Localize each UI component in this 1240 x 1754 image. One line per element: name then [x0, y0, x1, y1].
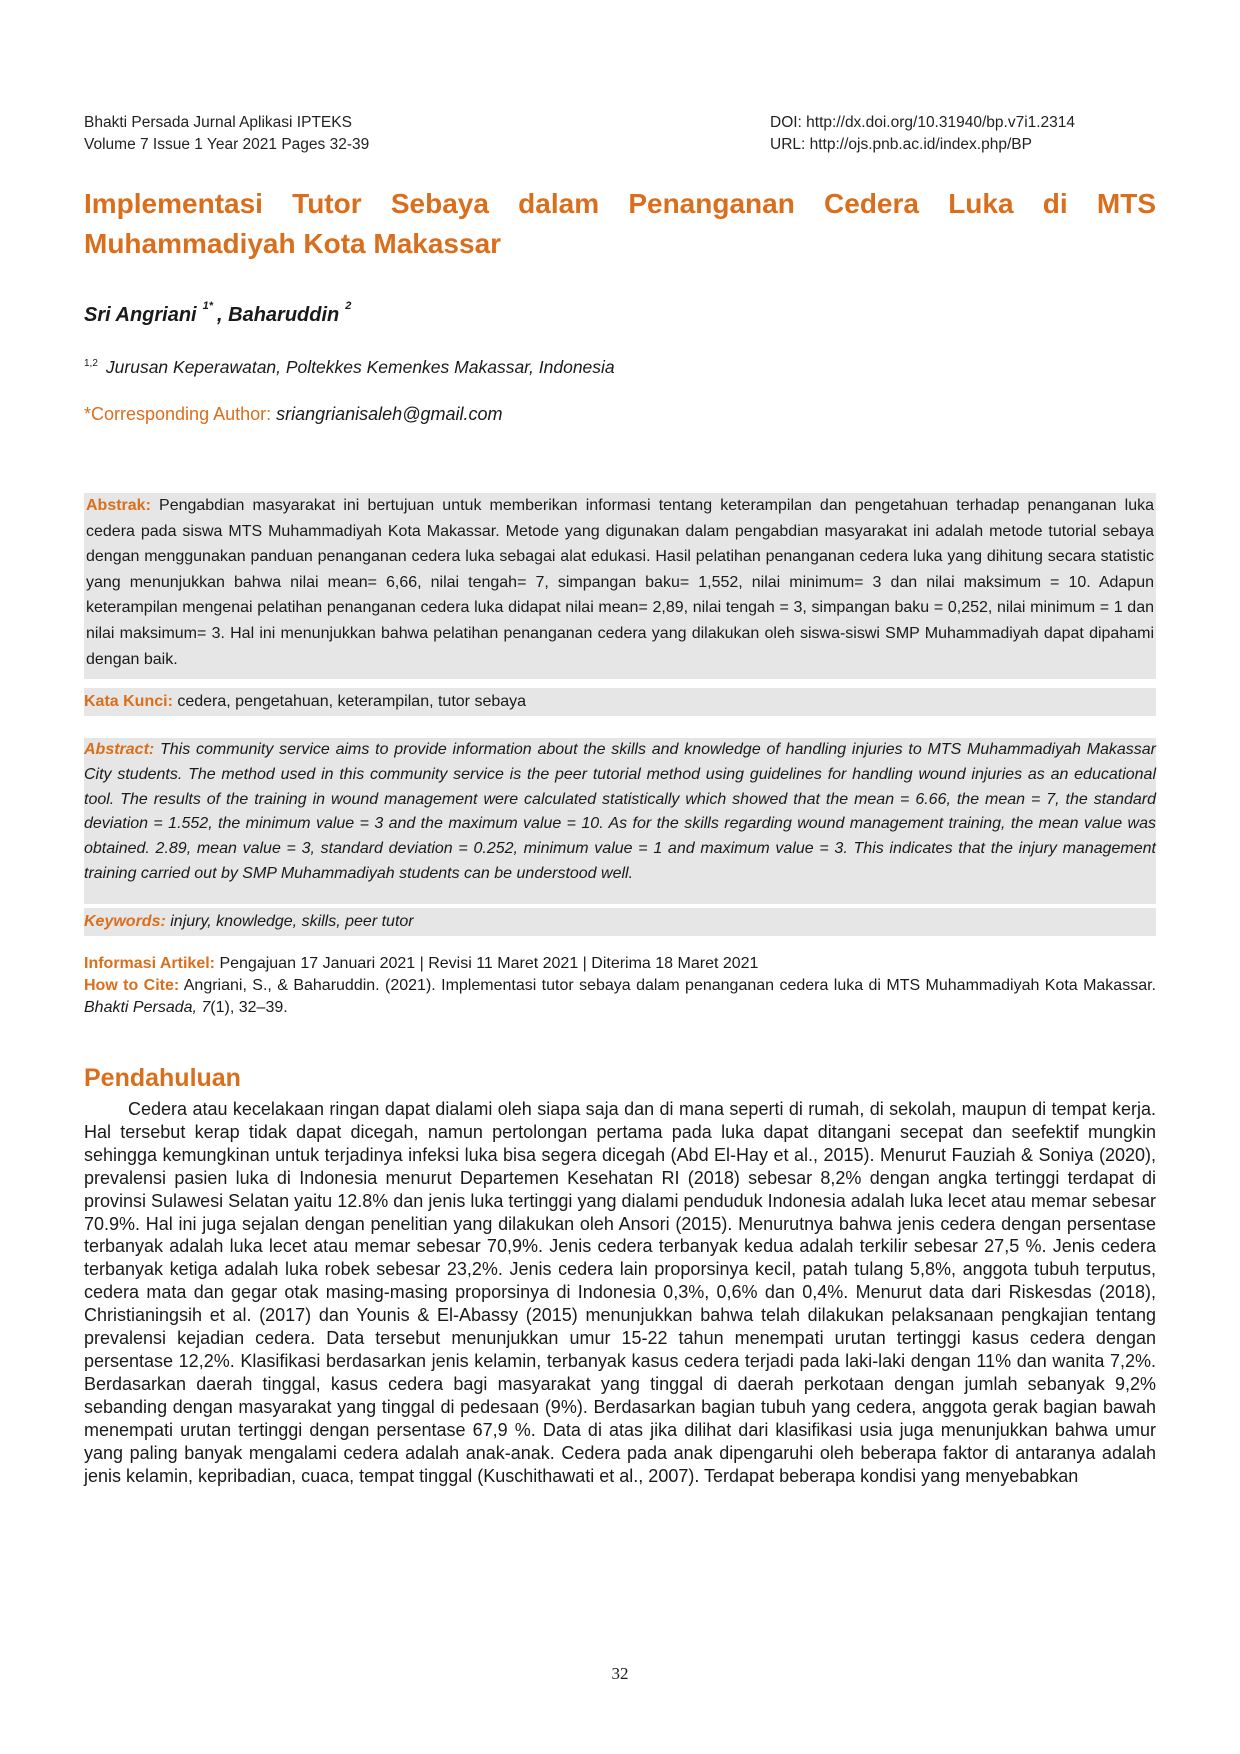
author-1-affil: 1* — [202, 300, 214, 313]
cite-issue: (1), 32–39. — [210, 999, 288, 1016]
kata-kunci-label: Kata Kunci: — [84, 693, 173, 710]
author-2-affil: 2 — [345, 300, 352, 313]
body-paragraph: Cedera atau kecelakaan ringan dapat dialami oleh siapa saja dan di mana seperti di rumah, di sekolah, maupun di tempat kerja. Hal tersebut kerap tidak dapat dicegah, namun pertolongan pertama pada luka dapat ditangani secepat dan seefektif mungkin sehingga kemungkinan untuk terjadinya infeksi luka bisa segera dicegah (Abd El-Hay et al., 2015). Menurut Fauziah & Soniya (2020), prevalensi pasien luka di Indonesia menurut Departemen Kesehatan RI (2018) sebesar 8,2% dengan angka tertinggi terdapat di provinsi Sulawesi Selatan yaitu 12.8% dan jenis luka tertinggi yang dialami penduduk Indonesia adalah luka lecet atau memar sebesar 70.9%. Hal ini juga sejalan dengan penelitian yang dilakukan oleh Ansori (2015). Menurutnya bahwa jenis cedera dengan persentase terbanyak adalah luka lecet atau memar sebesar 70,9%. Jenis cedera terbanyak kedua adalah terkilir sebesar 27,5 %. Jenis cedera terbanyak ketiga adalah luka robek sebesar 23,2%. Jenis cedera lain proporsinya kecil, patah tulang 5,8%, anggota tubuh terputus, cedera mata dan gegar otak masing-masing proporsinya di Indonesia 0,3%, 0,6% dan 0,4%. Menurut data dari Riskesdas (2018), Christianingsih et al. (2017) dan Younis & El-Abassy (2015) menunjukkan bahwa telah dilakukan pelaksanaan pengkajian tentang prevalensi kejadian cedera. Data tersebut menunjukkan umur 15-22 tahun menempati urutan tertinggi kasus cedera dengan persentase 12,2%. Klasifikasi berdasarkan jenis kelamin, terbanyak kasus cedera terjadi pada laki-laki dengan 11% dan wanita 7,2%. Berdasarkan daerah tinggal, kasus cedera bagi masyarakat yang tinggal di daerah perkotaan dengan jumlah sebanyak 9,2% sebanding dengan masyarakat yang tinggal di pedesaan (9%). Berdasarkan bagian tubuh yang cedera, anggota gerak bagian bawah menempati urutan tertinggi dengan persentase 67,9 %. Data di atas jika dilihat dari klasifikasi usia juga menunjukkan bahwa umur yang paling banyak mengalami cedera adalah anak-anak. Cedera pada anak dipengaruhi oleh beberapa faktor di antaranya adalah jenis kelamin, kepribadian, cuaca, tempat tinggal (Kuschithawati et al., 2007). Terdapat beberapa kondisi yang menyebabkan — [84, 1099, 1156, 1486]
article-info — [84, 953, 1156, 1019]
doi-link[interactable]: DOI: http://dx.doi.org/10.31940/bp.v7i1.2314 — [770, 114, 1076, 131]
keywords-text: injury, knowledge, skills, peer tutor — [165, 913, 414, 930]
abstrak-label: Abstrak: — [86, 497, 151, 514]
info-label: Informasi Artikel: — [84, 955, 215, 972]
paper-title: Implementasi Tutor Sebaya dalam Penanganan Cedera Luka di MTS Muhammadiyah Kota Makassar — [84, 188, 1156, 259]
kata-kunci-text: cedera, pengetahuan, keterampilan, tutor sebaya — [172, 693, 527, 710]
keywords-box — [84, 908, 1156, 936]
page-number: 32 — [611, 1664, 629, 1683]
keywords-label: Keywords: — [84, 913, 166, 930]
article-dates — [84, 953, 1156, 975]
section-heading: Pendahuluan — [84, 1064, 241, 1092]
url-link[interactable]: URL: http://ojs.pnb.ac.id/index.php/BP — [770, 136, 1032, 153]
journal-info — [84, 112, 369, 156]
cite-journal: Bhakti Persada, 7 — [84, 999, 211, 1016]
affiliation — [84, 357, 615, 378]
journal-links — [770, 112, 1075, 156]
info-text: Pengajuan 17 Januari 2021 | Revisi 11 Maret 2021 | Diterima 18 Maret 2021 — [215, 955, 759, 972]
kata-kunci-box — [84, 688, 1156, 716]
journal-volume: Volume 7 Issue 1 Year 2021 Pages 32-39 — [84, 136, 370, 153]
abstract-text: This community service aims to provide information about the skills and knowledge of handling injuries to MTS Muhammadiyah Makassar City students. The method used in this community service is the peer tutorial method using guidelines for handling wound injuries as an educational tool. The results of the training in wound management were calculated statistically which showed that the mean = 6.66, the mean = 7, the standard deviation = 1.552, the minimum value = 3 and the maximum value = 10. As for the skills regarding wound management training, the mean value was obtained. 2.89, mean value = 3, standard deviation = 0.252, minimum value = 1 and maximum value = 3. This indicates that the injury management training carried out by SMP Muhammadiyah students can be understood well. — [84, 741, 1156, 882]
author-1: Sri Angriani — [84, 304, 197, 326]
how-to-cite — [84, 975, 1156, 1019]
author-2: Baharuddin — [228, 304, 340, 326]
abstract-label: Abstract: — [84, 741, 155, 758]
affiliation-marker: 1,2 — [84, 358, 98, 370]
journal-name: Bhakti Persada Jurnal Aplikasi IPTEKS — [84, 114, 352, 131]
abstrak-box — [84, 493, 1156, 679]
cite-text: Angriani, S., & Baharuddin. (2021). Implementasi tutor sebaya dalam penanganan cedera luka di MTS Muhammadiyah Kota Makassar. — [179, 977, 1156, 994]
abstrak-text: Pengabdian masyarakat ini bertujuan untuk memberikan informasi tentang keterampilan dan pengetahuan terhadap penanganan luka cedera pada siswa MTS Muhammadiyah Kota Makassar. Metode yang digunakan dalam pengabdian masyarakat ini adalah metode tutorial sebaya dengan menggunakan panduan penanganan cedera luka sebagai alat edukasi. Hasil pelatihan penanganan cedera luka yang dihitung secara statistic yang menunjukkan bahwa nilai mean= 6,66, nilai tengah= 7, simpangan baku= 1,552, nilai minimum= 3 dan nilai maksimum = 10. Adapun keterampilan mengenai pelatihan penanganan cedera luka didapat nilai mean= 2,89, nilai tengah = 3, simpangan baku = 0,252, nilai minimum = 1 dan nilai maksimum= 3. Hal ini menunjukkan bahwa pelatihan penanganan cedera yang dilakukan oleh siswa-siswi SMP Muhammadiyah dapat dipahami dengan baik. — [86, 497, 1154, 668]
corresponding-email[interactable]: sriangrianisaleh@gmail.com — [276, 404, 503, 424]
corresponding-label: *Corresponding Author: — [84, 404, 277, 424]
author-separator: , — [217, 304, 229, 326]
corresponding-author — [84, 404, 503, 425]
affiliation-text: Jurusan Keperawatan, Poltekkes Kemenkes Makassar, Indonesia — [105, 357, 615, 377]
author-list — [84, 300, 355, 327]
abstract-box — [84, 738, 1156, 904]
cite-label: How to Cite: — [84, 977, 180, 994]
